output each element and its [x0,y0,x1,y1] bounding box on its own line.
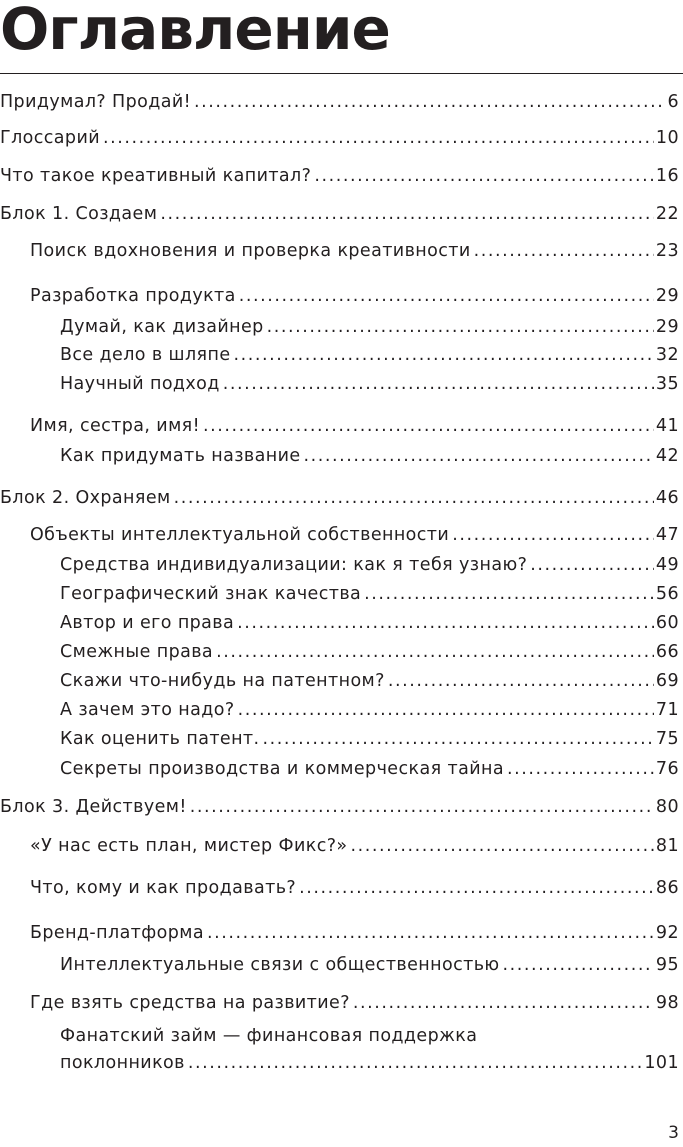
toc-entry [60,553,679,577]
toc-entry-page: 101 [644,1053,679,1073]
toc-entry-title: Блок 3. Действуем! [0,797,187,817]
toc-entry-page: 76 [655,759,679,779]
toc-entry-page: 46 [655,488,679,508]
toc-entry-title: Как придумать название [60,446,301,466]
dot-leader [364,582,654,606]
dot-leader [203,414,654,438]
dot-leader [388,669,654,693]
toc-entry-title: Секреты производства и коммерческая тайна [60,759,504,779]
dot-leader [238,698,654,722]
toc-entry [60,343,679,367]
dot-leader [353,991,654,1015]
toc-entry-title: Думай, как дизайнер [60,317,264,337]
toc-entry-title: Где взять средства на развитие? [30,993,350,1013]
toc-entry-page: 66 [655,642,679,662]
dot-leader [234,343,654,367]
toc-entry-title: Что такое креативный капитал? [0,166,312,186]
toc-entry-page: 41 [655,416,679,436]
toc-entry [60,611,679,635]
dot-leader [351,834,654,858]
toc-entry [60,727,679,751]
toc-entry-title: Интеллектуальные связи с общественностью [60,955,500,975]
dot-leader [237,611,654,635]
toc-entry-page: 80 [655,797,679,817]
dot-leader [299,876,654,900]
toc-entry [0,126,679,150]
toc-entry-title: Средства индивидуализации: как я тебя узнаю? [60,555,528,575]
dot-leader [530,553,654,577]
toc-entry-page: 23 [655,241,679,261]
toc-entry-title: Блок 1. Создаем [0,204,158,224]
toc-entry-page: 32 [655,345,679,365]
toc-entry [60,757,679,781]
dot-leader [194,90,665,114]
toc-entry-page: 69 [655,671,679,691]
toc-entry [30,921,679,945]
dot-leader [103,126,654,150]
toc-entry [60,953,679,977]
toc-entry-page: 22 [655,204,679,224]
toc-entry-title: Придумал? Продай! [0,92,192,112]
dot-leader [507,757,654,781]
toc-entry-title: Смежные права [60,642,214,662]
dot-leader [503,953,654,977]
toc-entry-title: Автор и его права [60,613,235,633]
toc-entry-page: 47 [655,525,679,545]
toc-entry [60,698,679,722]
dot-leader [267,315,654,339]
title-divider [0,73,683,74]
toc-entry [0,795,679,819]
toc-entry [30,239,679,263]
toc-entry-title: А зачем это надо? [60,700,235,720]
dot-leader [188,1051,643,1075]
dot-leader [160,202,654,226]
toc-entry-title-line1: Фанатский займ — финансовая поддержка [60,1026,478,1046]
toc-entry-page: 92 [655,923,679,943]
toc-entry [60,372,679,396]
toc-entry-page: 29 [655,286,679,306]
toc-entry-page: 71 [655,700,679,720]
dot-leader [239,284,654,308]
toc-entry-title: Бренд-платформа [30,923,204,943]
toc-entry [60,582,679,606]
toc-entry-title: Что, кому и как продавать? [30,878,297,898]
toc-entry-page: 35 [655,374,679,394]
dot-leader [314,164,654,188]
dot-leader [174,486,654,510]
dot-leader [216,640,654,664]
toc-entry-title: Блок 2. Охраняем [0,488,171,508]
toc-entry [60,640,679,664]
toc-entry [0,164,679,188]
toc-entry [30,834,679,858]
dot-leader [452,523,654,547]
toc-entry-title: Научный подход [60,374,220,394]
toc-entry-page: 86 [655,878,679,898]
toc-entry-page: 10 [655,128,679,148]
toc-entry-title: Поиск вдохновения и проверка креативности [30,241,471,261]
toc-entry-page: 6 [667,92,679,112]
toc-entry-page: 42 [655,446,679,466]
toc-entry-page: 49 [655,555,679,575]
toc-entry-title: Географический знак качества [60,584,362,604]
dot-leader [223,372,654,396]
toc-entry [0,202,679,226]
dot-leader [190,795,654,819]
toc-entry [0,90,679,114]
toc-entry [30,523,679,547]
toc-entry [0,486,679,510]
toc-entry-page: 98 [655,993,679,1013]
toc-entry [30,991,679,1015]
toc-entry-title: Глоссарий [0,128,100,148]
toc-entry-title: «У нас есть план, мистер Фикс?» [30,836,348,856]
toc-entry [60,315,679,339]
toc-entry-title: Объекты интеллектуальной собственности [30,525,450,545]
toc-entry-page: 81 [655,836,679,856]
dot-leader [304,444,654,468]
toc-entry-title: поклонников [60,1053,185,1073]
dot-leader [262,727,653,751]
toc-entry-title: Разработка продукта [30,286,236,306]
toc-entry-page: 29 [655,317,679,337]
toc-entry-page: 60 [655,613,679,633]
dot-leader [207,921,654,945]
toc-entry-title: Имя, сестра, имя! [30,416,201,436]
page-title: Оглавление [0,0,390,63]
toc-entry [30,876,679,900]
toc-entry-title: Скажи что-нибудь на патентном? [60,671,385,691]
toc-entry-page: 95 [655,955,679,975]
toc-entry [30,414,679,438]
toc-entry-title: Как оценить патент. [60,729,260,749]
dot-leader [474,239,654,263]
toc-entry-title: Все дело в шляпе [60,345,231,365]
toc-entry [30,284,679,308]
toc-entry [60,669,679,693]
toc-entry-page: 75 [655,729,679,749]
toc-entry-page: 56 [655,584,679,604]
toc-entry-page: 16 [655,166,679,186]
page-number: 3 [668,1123,679,1143]
toc-entry [60,444,679,468]
toc-entry [60,1051,679,1075]
